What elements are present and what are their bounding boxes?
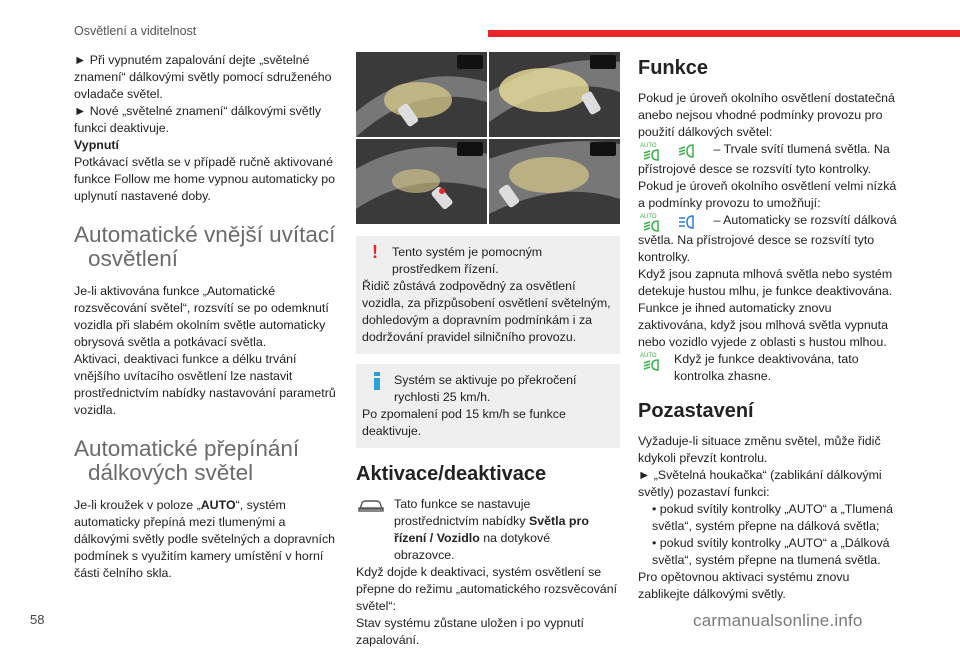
indicator-lamps (590, 55, 616, 69)
paragraph: Potkávací světla se v případě ručně aktivované funkce Follow me home vypnou automaticky po uplynutí nastavené doby. (74, 155, 336, 203)
text: Je-li kroužek v poloze „ (74, 498, 201, 512)
svg-text:AUTO: AUTO (640, 353, 657, 359)
heading-line: dálkových světel (88, 460, 254, 485)
auto-lamp-icon (638, 351, 670, 371)
text: Tento systém je pomocným prostředkem řízení. (392, 245, 543, 276)
subheading-vypnuti: Vypnutí (74, 138, 119, 152)
paragraph: ► Při vypnutém zapalování dejte „světelné znamení“ dálkovými světly pomocí sdruženého ovladače světel. (74, 53, 332, 101)
column-2 (356, 52, 620, 649)
car-settings-icon (356, 498, 386, 514)
high-beam-icon (677, 212, 709, 232)
svg-text:AUTO: AUTO (640, 143, 657, 149)
menu-path: Světla pro řízení / Vozidlo (394, 514, 589, 545)
paragraph: Řidič zůstává zodpovědný za osvětlení vozidla, za přizpůsobení osvětlení světelným, dohledovým a dopravním podmínkám i za dodržování pravidel silničního provozu. (362, 279, 611, 344)
text: “, systém automaticky přepíná mezi tlumenými a dálkovými světly podle světelných a dopravních podmínek s využitím kamery umístění v horní části čelního skla. (74, 498, 336, 580)
info-text (362, 372, 614, 406)
paragraph: Aktivaci, deaktivaci funkce a délku trvání vnějšího uvítacího osvětlení lze nastavit prostřednictvím nabídky nastavování parametrů vozidla. (74, 352, 336, 417)
column-3 (638, 52, 900, 603)
heading-uvitaci-osvetleni (74, 223, 336, 271)
info-box (356, 364, 620, 448)
low-beam-icon (677, 141, 709, 161)
lamp-paragraph (638, 212, 900, 266)
paragraph: Pokud je úroveň okolního osvětlení velmi nízká a podmínky provozu to umožňují: (638, 179, 897, 210)
heading-pozastaveni: Pozastavení (638, 400, 754, 422)
bullet-item: • pokud svítily kontrolky „AUTO“ a „Dálková světla“, systém přepne na tlumená světla. (652, 536, 890, 567)
paragraph: Pokud je úroveň okolního osvětlení dostatečná anebo nejsou vhodné podmínky provozu pro použití dálkových světel: (638, 91, 895, 139)
paragraph: Funkce je ihned automaticky znovu zaktivována, když jsou mlhová světla vypnuta nebo vozidlo vyjede z oblasti s hustou mlhou. (638, 301, 889, 349)
illustration-tile (356, 52, 487, 137)
heading-line: Automatické vnější uvítací (74, 222, 336, 247)
auto-lamp-icon (638, 212, 670, 232)
heading-line: Automatické přepínání (74, 436, 300, 461)
illustration-tile (489, 52, 620, 137)
lamp-paragraph (638, 141, 900, 178)
paragraph (74, 497, 336, 582)
indicator-lamps (457, 142, 483, 156)
text: na dotykové obrazovce. (394, 531, 551, 562)
heading-aktivace: Aktivace/deaktivace (356, 463, 547, 485)
text: Tato funkce se nastavuje prostřednictvím nabídky (394, 497, 531, 528)
illustration-tile (356, 139, 487, 224)
paragraph: Je-li aktivována funkce „Automatické rozsvěcování světel“, rozsvítí se po odemknutí vozidla při slabém okolním světle automaticky obrysová světla a potkávací světla. (74, 284, 329, 349)
warning-box (356, 236, 620, 354)
paragraph: Pro opětovnou aktivaci systému znovu zablikejte dálkovými světly. (638, 570, 850, 601)
paragraph: Stav systému zůstane uložen i po vypnutí zapalování. (356, 616, 584, 647)
heading-funkce: Funkce (638, 57, 709, 79)
lamp-paragraph (638, 351, 900, 385)
paragraph: ► „Světelná houkačka“ (zablikání dálkovými světly) pozastaví funkci: (638, 468, 882, 499)
text (394, 496, 614, 564)
text: Když je funkce deaktivována, tato kontrolka zhasne. (674, 352, 859, 383)
headlight-illustration (356, 52, 620, 224)
paragraph: Vyžaduje-li situace změnu světel, může řidič kdykoli převzít kontrolu. (638, 434, 881, 465)
page-number: 58 (30, 612, 45, 627)
paragraph: Po zpomalení pod 15 km/h se funkce deaktivuje. (362, 407, 566, 438)
column-1 (74, 52, 336, 582)
text: – Automaticky se rozsvítí dálková světla. Na přístrojové desce se rozsvítí tyto kontrolky. (638, 213, 897, 264)
text-auto: AUTO (200, 498, 236, 512)
indicator-lamps (457, 55, 483, 69)
paragraph: ► Nové „světelné znamení“ dálkovými světly funkci deaktivuje. (74, 104, 322, 135)
indicator-lamps (590, 142, 616, 156)
paragraph: Když jsou zapnuta mlhová světla nebo systém detekuje hustou mlhu, je funkce deaktivována. (638, 267, 893, 298)
paragraph: Když dojde k deaktivaci, systém osvětlení se přepne do režimu „automatického rozsvěcování světel“: (356, 565, 618, 613)
info-icon (374, 372, 380, 390)
heading-line: osvětlení (88, 246, 179, 271)
header-title: Osvětlení a viditelnost (74, 24, 197, 38)
warning-icon: ! (372, 242, 378, 262)
text: Systém se aktivuje po překročení rychlosti 25 km/h. (394, 373, 577, 404)
bullet-item: • pokud svítily kontrolky „AUTO“ a „Tlumená světla“, systém přepne na dálková světla; (652, 502, 893, 533)
illustration-tile (489, 139, 620, 224)
paragraph (356, 496, 620, 564)
text: – Trvale svítí tlumená světla. Na přístrojové desce se rozsvítí tyto kontrolky. (638, 142, 890, 176)
header-accent-bar (488, 30, 960, 37)
auto-lamp-icon (638, 141, 670, 161)
svg-text:AUTO: AUTO (640, 214, 657, 220)
watermark: carmanualsonline.info (693, 611, 863, 630)
heading-prepinani-svetel (74, 437, 336, 485)
warning-text (362, 244, 614, 278)
